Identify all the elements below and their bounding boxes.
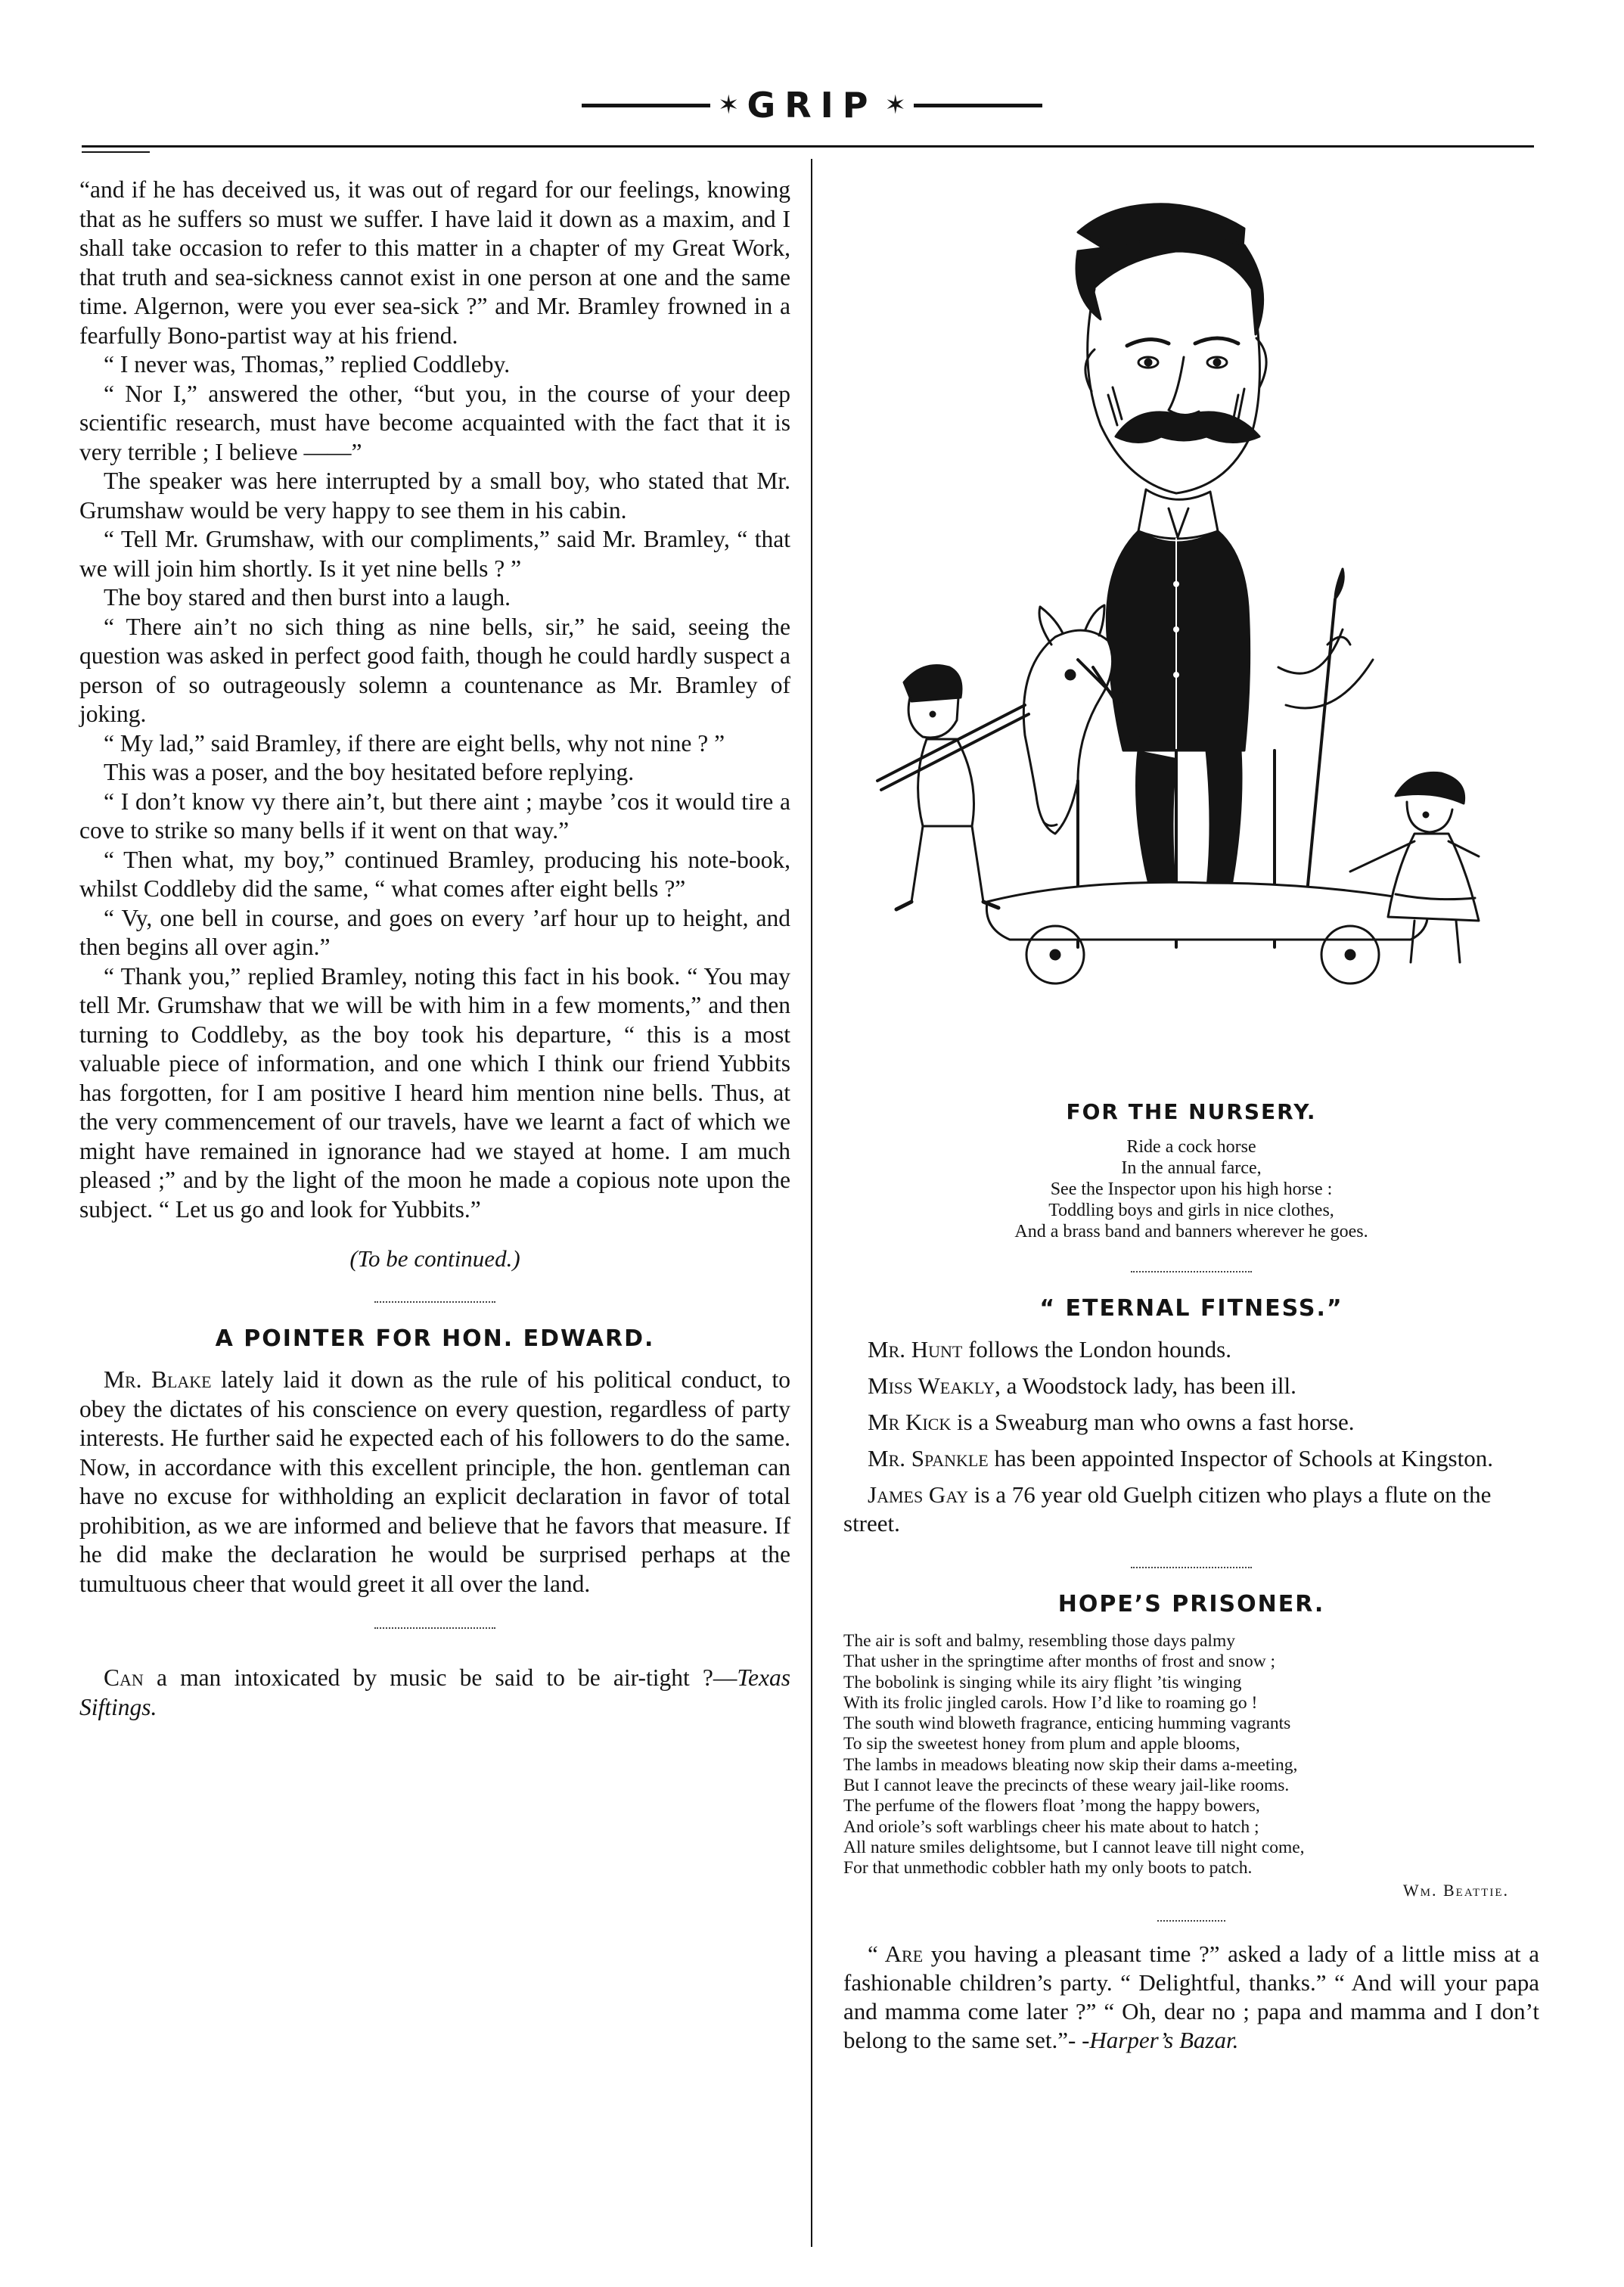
fitness-item-text: is a Sweaburg man who owns a fast horse. — [951, 1409, 1355, 1435]
poem-line: The bobolink is singing while its airy flight ’tis winging — [843, 1672, 1242, 1692]
masthead-rule-left — [582, 104, 710, 107]
fitness-item-text: follows the London hounds. — [962, 1336, 1231, 1363]
story-paragraph: The boy stared and then burst into a laugh. — [104, 584, 511, 611]
fitness-item-name: Mr Kick — [868, 1409, 952, 1435]
masthead-title: GRIP — [747, 85, 877, 126]
poem-line: With its frolic jingled carols. How I’d like to roaming go ! — [843, 1692, 1258, 1713]
poem-line: And oriole’s soft warblings cheer his mate about to hatch ; — [843, 1816, 1259, 1837]
masthead — [0, 85, 1624, 126]
story-paragraph: “ Then what, my boy,” continued Bramley, producing his note-book, whilst Coddleby did the same, “ what comes after eight bells ?” — [79, 846, 790, 902]
story-paragraph: “ Nor I,” answered the other, “but you, in the course of your deep scientific research, must have become acquainted with the fact that it is very terrible ; I believe ——” — [79, 380, 790, 465]
poem-line: That usher in the springtime after months of frost and snow ; — [843, 1652, 1276, 1672]
story-paragraph: “ I don’t know vy there ain’t, but there aint ; maybe ’cos it would tire a cove to strike so many bells if it went on that way.” — [79, 788, 790, 844]
verse-line: In the annual farce, — [1121, 1158, 1262, 1178]
pointer-heading: A POINTER FOR HON. EDWARD. — [215, 1325, 655, 1352]
verse-line: Ride a cock horse — [1126, 1137, 1256, 1157]
party-lead: “ Are — [868, 1940, 924, 1967]
poem-heading: HOPE’S PRISONER. — [1057, 1591, 1325, 1617]
masthead-rule-right — [914, 104, 1042, 107]
fitness-item-text: , a Woodstock lady, has been ill. — [995, 1372, 1296, 1399]
party-paragraph — [843, 1940, 1539, 2055]
fitness-item — [843, 1444, 1539, 1473]
poem-line: To sip the sweetest honey from plum and apple blooms, — [843, 1734, 1241, 1754]
quip-source: Texas Siftings. — [79, 1664, 790, 1720]
section-divider — [1131, 1567, 1252, 1568]
story-paragraph: “ Vy, one bell in course, and goes on every ’arf hour up to height, and then begins all over agin.” — [79, 904, 790, 960]
pointer-text: lately laid it down as the rule of his political conduct, to obey the dictates of his conscience on every question, regardless of party interests. He further said he expected each of his followers to do the same. Now, in accordance with this excellent principle, the hon. gentleman can have no excuse for withholding an explicit declaration in favor of total prohibition, as we are informed and believe that he favors that measure. If he did make the declaration he would be surprised perhaps at the tumultuous cheer that would greet it all over the land. — [79, 1366, 790, 1597]
poem-line: The lambs in meadows bleating now skip their dams a-meeting, — [843, 1754, 1298, 1775]
poem-body — [843, 1631, 1539, 1879]
party-anecdote — [843, 1940, 1539, 2055]
section-divider — [1157, 1920, 1225, 1922]
story-paragraph: The speaker was here interrupted by a small boy, who stated that Mr. Grumshaw would be very happy to see them in his cabin. — [79, 468, 790, 524]
fitness-heading: “ ETERNAL FITNESS.” — [1039, 1295, 1343, 1322]
pointer-article — [79, 1325, 790, 1599]
fitness-item-name: Mr. Hunt — [868, 1336, 963, 1363]
poem-line: The air is soft and balmy, resembling those days palmy — [843, 1631, 1235, 1651]
poem-line: But I cannot leave the precincts of these weary jail-like rooms. — [843, 1776, 1290, 1796]
fitness-item — [843, 1408, 1539, 1437]
poem-line: The perfume of the flowers float ’mong the happy bowers, — [843, 1796, 1260, 1816]
poem-signature: Wm. Beattie. — [1402, 1880, 1509, 1900]
fitness-item-text: has been appointed Inspector of Schools at Kingston. — [988, 1445, 1493, 1471]
fitness-item-name: James Gay — [868, 1481, 969, 1508]
header-rule-short — [82, 151, 150, 153]
fitness-item-name: Mr. Spankle — [868, 1445, 989, 1471]
fitness-item — [843, 1481, 1539, 1538]
right-column — [843, 176, 1539, 2055]
story-paragraph: “ Tell Mr. Grumshaw, with our compliments,” said Mr. Bramley, “ that we will join him shortly. Is it yet nine bells ? ” — [79, 526, 790, 582]
left-column — [79, 176, 790, 1722]
star-icon: ✶ — [884, 92, 906, 120]
pointer-lead-name: Mr. Blake — [104, 1366, 212, 1393]
continued-note: (To be continued.) — [349, 1245, 520, 1272]
fitness-item-text: is a 76 year old Guelph citizen who plays a flute on the street. — [843, 1481, 1492, 1537]
star-icon: ✶ — [717, 92, 740, 120]
story-paragraph: “ Thank you,” replied Bramley, noting this fact in his book. “ You may tell Mr. Grumshaw that we will be with him in a few moments,” and then turning to Coddleby, as the boy took his departure, “ this is a most valuable piece of information, and one which I think our friend Yubbits has forgotten, for I am positive I heard him mention nine bells. Thus, at the very commencement of our travels, have we learnt a fact of which we might have remained in ignorance had we stayed at home. I am much pleased ;” and by the light of the moon he made a copious note upon the subject. “ Let us go and look for Yubbits.” — [79, 962, 790, 1223]
section-divider — [1131, 1271, 1252, 1272]
verse-line: And a brass band and banners wherever he goes. — [1014, 1222, 1368, 1241]
story-paragraph: “ I never was, Thomas,” replied Coddleby. — [104, 351, 511, 378]
quip-text: a man intoxicated by music be said to be air-tight ?— — [143, 1664, 737, 1691]
fitness-items — [843, 1335, 1539, 1538]
nursery-cartoon-illustration — [851, 176, 1532, 1083]
fitness-item-name: Miss Weakly — [868, 1372, 995, 1399]
party-text: you having a pleasant time ?” asked a lady of a little miss at a fashionable children’s party. “ Delightful, thanks.” “ And will your papa and mamma come later ?” “ Oh, dear no ; papa and mamma and I don’t belong to the same set.”- - — [843, 1940, 1539, 2053]
section-divider — [374, 1627, 495, 1629]
story-paragraph: “ There ain’t no sich thing as nine bells, sir,” he said, seeing the question was asked in perfect good faith, though he could hardly suspect a person of so outrageously solemn a countenance as Mr. Bramley of joking. — [79, 613, 790, 727]
fitness-item — [843, 1335, 1539, 1364]
cartoon-verse — [843, 1136, 1539, 1242]
poem-line: All nature smiles delightsome, but I cannot leave till night come, — [843, 1837, 1305, 1857]
story-paragraph: This was a poser, and the boy hesitated before replying. — [104, 759, 635, 785]
poem-line: For that unmethodic cobbler hath my only boots to patch. — [843, 1858, 1253, 1878]
section-divider — [374, 1301, 495, 1303]
quip-lead: Can — [104, 1664, 144, 1691]
verse-line: See the Inspector upon his high horse : — [1050, 1179, 1333, 1199]
story-paragraph: “and if he has deceived us, it was out of regard for our feelings, knowing that as he suffers so must we suffer. I have laid it down as a maxim, and I shall take occasion to refer to this matter in a chapter of my Great Work, that truth and sea-sickness cannot exist in one person at one and the same time. Algernon, were you ever sea-sick ?” and Mr. Bramley frowned in a fearfully Bono-partist way at his friend. — [79, 176, 790, 349]
serial-story — [79, 176, 790, 1224]
pointer-body — [79, 1366, 790, 1599]
music-quip — [79, 1664, 790, 1722]
poem-line: The south wind bloweth fragrance, enticing humming vagrants — [843, 1714, 1291, 1734]
verse-line: Toddling boys and girls in nice clothes, — [1048, 1201, 1334, 1220]
column-divider — [811, 159, 812, 2247]
fitness-item — [843, 1372, 1539, 1400]
cartoon-caption: FOR THE NURSERY. — [1066, 1099, 1317, 1124]
party-source: Harper’s Bazar. — [1089, 2026, 1239, 2053]
story-paragraph: “ My lad,” said Bramley, if there are eight bells, why not nine ? ” — [104, 729, 725, 757]
header-rule — [82, 145, 1534, 148]
